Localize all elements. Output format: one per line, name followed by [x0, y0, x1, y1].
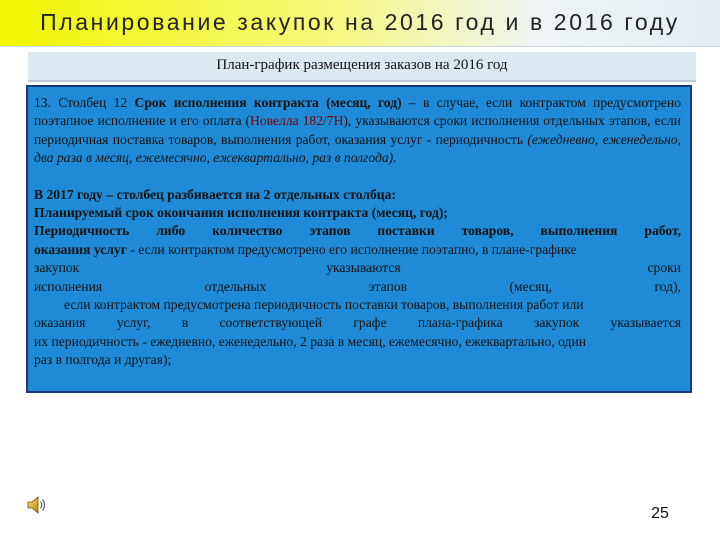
line-4-bold: оказания услуг	[34, 241, 127, 257]
section-2017-line-7: если контрактом предусмотрена периодичность поставки товаров, выполнения работ или	[64, 297, 584, 313]
line-6-word: (месяц,	[509, 278, 552, 294]
line-3-word: товаров,	[461, 223, 514, 239]
line-3-word: Периодичность	[34, 223, 130, 239]
line-3-word: либо	[156, 223, 186, 239]
page-number: 25	[651, 505, 669, 522]
intro-bold-heading: Срок исполнения контракта (месяц, год)	[134, 95, 402, 110]
intro-italic-examples: (ежедневно, еженедельно, два раза в месяц, ежемесячно, ежеквартально, раз в полгода).	[34, 131, 682, 166]
line-3-word: поставки	[377, 223, 435, 239]
section-2017-line-9: их периодичность ‑ ежедневно, еженедельно, 2 раза в месяц, ежемесячно, ежеквартально, один	[34, 333, 586, 349]
line-6-word: исполнения	[34, 278, 103, 294]
section-2017-line-6	[34, 278, 681, 296]
intro-lead: 13. Столбец 12	[34, 95, 135, 110]
intro-text-1: – в случае, если контрактом предусмотрено поэтапное исполнение и его оплата (	[34, 95, 681, 129]
subtitle-box	[28, 52, 696, 82]
line-6-word: год),	[654, 278, 682, 294]
slide-title: Планирование закупок на 2016 год и в 2016 году	[40, 9, 680, 35]
line-8-part: графе плана-графика	[353, 315, 503, 331]
intro-text-2: ), указываются сроки исполнения отдельных этапов, если периодичная поставка товаров, выполнения работ, оказания услуг ‑ периодичность	[34, 113, 681, 147]
section-2017-line-5	[34, 259, 681, 277]
line-5-word: закупок	[34, 260, 80, 276]
slide-subtitle: План-график размещения заказов на 2016 год	[216, 57, 508, 73]
section-2017-line-10: раз в полгода и другая);	[34, 352, 172, 368]
line-3-word: работ,	[644, 223, 682, 239]
line-3-word: количество	[212, 223, 283, 239]
section-2017-line-4	[34, 241, 681, 259]
section-2017-line-8	[34, 314, 681, 332]
line-3-word: этапов	[309, 223, 351, 239]
content-box	[26, 85, 692, 393]
line-6-word: этапов	[368, 278, 407, 294]
section-2017-line-1: В 2017 году – столбец разбивается на 2 отдельных столбца:	[34, 186, 396, 202]
section-2017-line-3	[34, 222, 681, 240]
line-5-word: сроки	[647, 260, 681, 276]
line-6-word: отдельных	[204, 278, 267, 294]
line-4-rest: ‑ если контрактом предусмотрено его исполнение поэтапно, в плане-графике	[126, 241, 577, 257]
line-8-part: оказания услуг, в соответствующей	[34, 315, 323, 331]
line-3-word: выполнения	[540, 223, 618, 239]
title-bar	[0, 0, 720, 47]
line-8-part: закупок указывается	[534, 315, 681, 331]
speaker-icon[interactable]	[26, 494, 48, 516]
intro-novella: Новелла 182/7Н	[250, 113, 344, 129]
section-2017-line-2: Планируемый срок окончания исполнения контракта (месяц, год);	[34, 205, 448, 221]
line-5-word: указываются	[326, 260, 401, 276]
intro-paragraph	[34, 94, 681, 168]
